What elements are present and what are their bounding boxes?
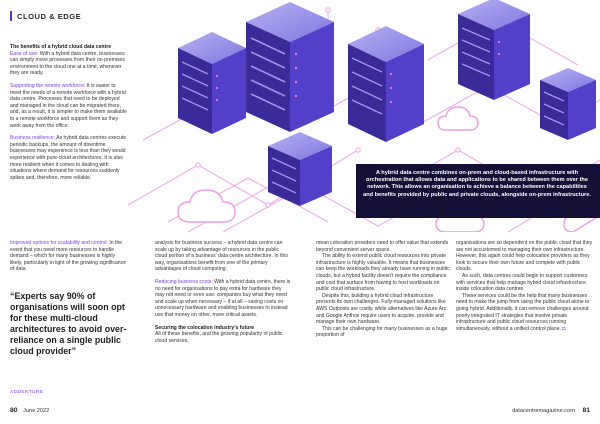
col1-para-scalability-cont: analysis for business success – a hybrid data centre can scale up by taking advantage of resources in the public cloud portion of a business' data centre architecture. In this way, organisations benefit from one of the primary advantages of cloud computing. bbox=[155, 240, 288, 273]
server-rack-icon bbox=[178, 32, 246, 134]
section-tag bbox=[10, 11, 81, 21]
issue-date: June 2022 bbox=[23, 408, 50, 414]
server-rack-icon bbox=[246, 2, 334, 132]
col3-para-3-body: These services could be the help that many businesses need to make the jump from using the public cloud alone to going hybrid. Additionally, it can remove challenges around poorly integrated IT strategies that involve private infrastructure and public cloud resources running simultaneously, without a unified control plane. bbox=[456, 292, 590, 332]
server-rack-icon bbox=[268, 132, 332, 206]
col1-para-costs-label: Reducing business costs: bbox=[155, 278, 213, 285]
col0-para-scalability-label: Improved options for scalability and control: bbox=[10, 240, 108, 246]
footer-right bbox=[512, 407, 590, 414]
col1-para-costs-body: With a hybrid data centre, there is no need for organisations to pay extra for hardware they may not need or even use: companies buy what they need and scale up when necessary – if at all – saving costs on unnecessary hardware and enabling businesses to instead use that money on other, more critical assets. bbox=[155, 278, 291, 318]
col0-para-resilience-body: As hybrid data centres execute periodic backups, the amount of downtime businesses may experience is less than they would experience with pure-cloud architectures. It is also more resilient when it comes to dealing with situations where demand for resources suddenly spikes and, therefore, more reliable. bbox=[10, 135, 127, 181]
col0-para-scalability-body: In the event that you need more resources to handle demand – which for many businesses is highly likely, particularly in light of the growing significance of data bbox=[10, 240, 126, 273]
col0-lower-text bbox=[10, 240, 128, 273]
end-mark-icon: ◘ bbox=[562, 325, 566, 332]
col2-para-4: This can be challenging for many businesses as a huge proportion of bbox=[316, 325, 448, 339]
col3-para-1: organisations are so dependent on the public cloud that they are not accustomed to managing their own infrastructure. However, this again could help colocation providers as they look to secure their own future and compete with public clouds. bbox=[456, 240, 593, 273]
col1-para-costs bbox=[155, 279, 291, 319]
footer-left bbox=[10, 407, 49, 414]
col2-para-2: The ability to extend public cloud resources into private infrastructure is highly valuable. It means that businesses can keep the workloads they already have running in public clouds, but a hybrid facility doesn't require the compliance and cost that surface from having to host workloads on public cloud infrastructure. bbox=[316, 253, 450, 293]
pull-quote-source: ADDENTURE bbox=[10, 390, 44, 395]
col0-para-scalability bbox=[10, 240, 128, 273]
col0-para-resilience bbox=[10, 135, 128, 181]
col0-para-remote-body: It is easier to meet the needs of a remote workforce with a hybrid data centre. Processes that need to be deployed and managed in the cloud can be migrated there, and, as a result, it is simpler to make them available to a remote workforce and support them as they work away from the office. bbox=[10, 82, 127, 129]
right-page-number: 81 bbox=[582, 407, 590, 414]
server-rack-icon bbox=[458, 0, 530, 100]
col1-text bbox=[155, 240, 291, 344]
server-rack-icon bbox=[540, 68, 596, 140]
col2-para-1: mean colocation providers need to offer value that extends beyond convenient server space. bbox=[316, 240, 449, 253]
col0-upper-text bbox=[10, 44, 128, 181]
left-page-number: 80 bbox=[10, 407, 18, 414]
col1-heading: Securing the colocation industry's future bbox=[155, 324, 255, 331]
col2-text bbox=[316, 240, 450, 339]
col0-para-resilience-label: Business resilience: bbox=[10, 135, 56, 142]
illustration-caption: A hybrid data centre combines on-prem and cloud-based infrastructure with orchestration that allows data and applications to be shared between them over the network. This allows an organisation to achieve a balance between the capabilities and benefits provided by public and private clouds, alongside on-prem infrastructure. bbox=[363, 170, 591, 198]
pull-quote: “Experts say 90% of organisations will soon opt for these multi-cloud architectures to avoid over-reliance on a single public cloud provider” bbox=[10, 291, 127, 356]
section-tag-bar bbox=[10, 11, 12, 21]
col3-para-2: As such, data centres could begin to support customers with services that help manage hybrid cloud infrastructure inside colocation data centres. bbox=[456, 272, 588, 293]
col0-para-remote bbox=[10, 83, 128, 129]
website-url: datacentremagazine.com bbox=[512, 408, 575, 414]
col0-para-remote-label: Supporting the remote workforce: bbox=[10, 82, 86, 89]
col2-para-3: Despite this, building a hybrid cloud infrastructure presents its own challenges. Fully-managed solutions like AWS Outposts are costly, while alternatives like Azure Arc and Google Anthos require users to acquire, provide and manage their own hardware. bbox=[316, 292, 447, 326]
col3-para-3 bbox=[456, 293, 594, 333]
server-rack-icon bbox=[348, 26, 424, 142]
cloud-icon bbox=[178, 190, 235, 222]
section-tag-label: CLOUD & EDGE bbox=[17, 11, 82, 21]
col3-text bbox=[456, 240, 594, 332]
col0-para-ease bbox=[10, 51, 128, 77]
col1-para-future: All of these benefits, and the growing popularity of public cloud services, bbox=[155, 331, 283, 344]
col0-heading: The benefits of a hybrid cloud data centre bbox=[10, 44, 112, 50]
col0-para-ease-body: With a hybrid data centre, businesses can simply move processes from their on-premises environment to the cloud one at a time, whenever they are ready. bbox=[10, 50, 125, 77]
col0-para-ease-label: Ease of use: bbox=[10, 50, 39, 57]
